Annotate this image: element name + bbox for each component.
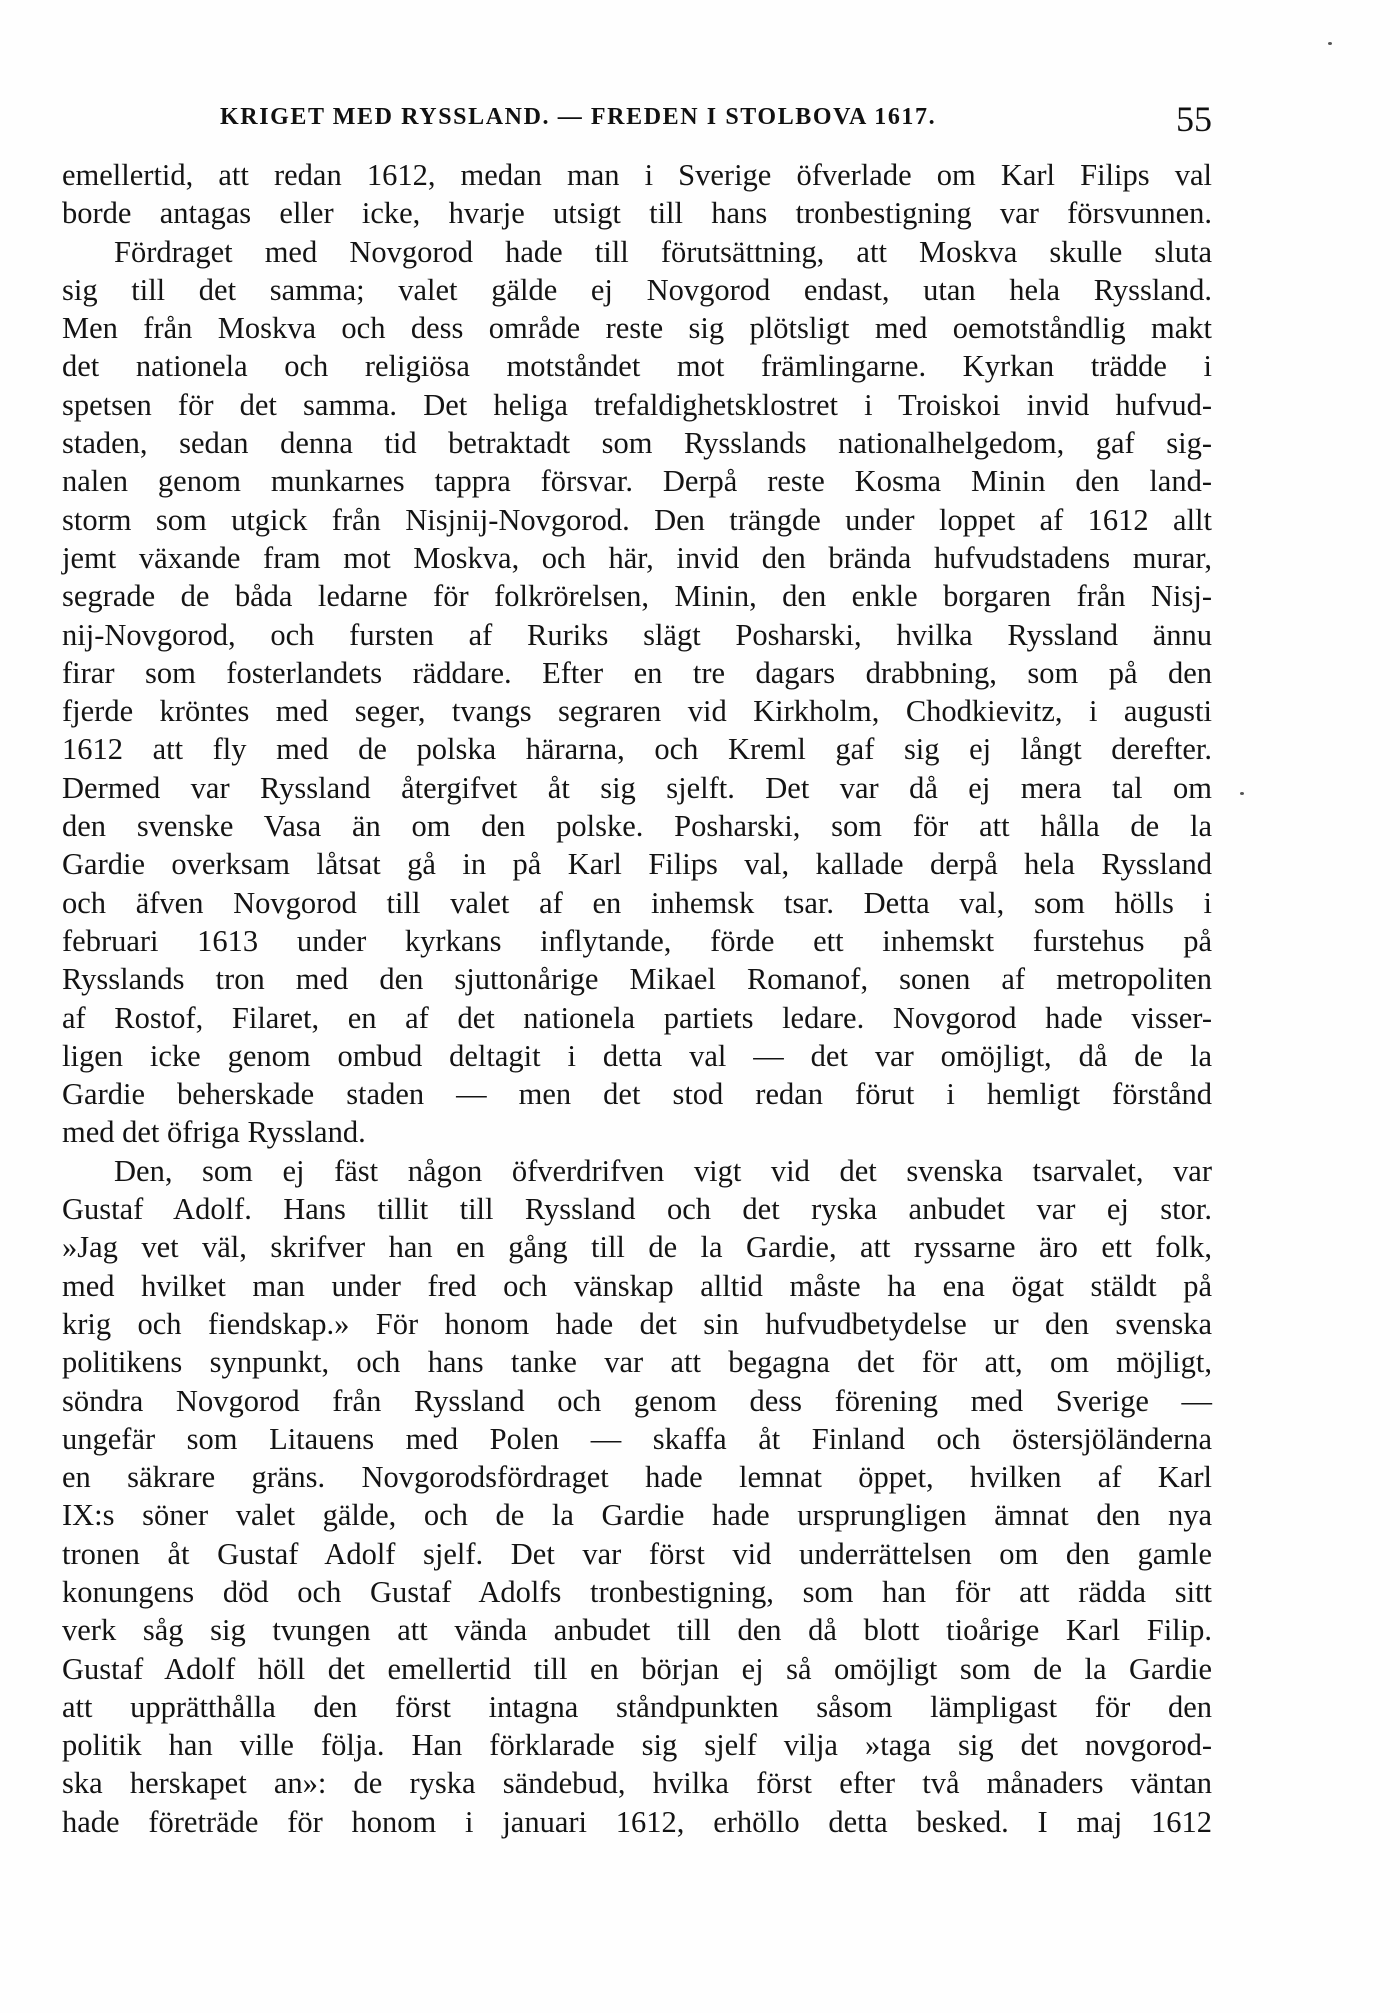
text-line: af Rostof, Filaret, en af det nationela partiets ledare. Novgorod hade visser- [62, 1000, 1212, 1035]
text-line: jemt växande fram mot Moskva, och här, invid den brända hufvudstadens murar, [62, 540, 1212, 575]
running-title: KRIGET MED RYSSLAND. — FREDEN I STOLBOVA 1617. [220, 104, 937, 130]
text-line: politikens synpunkt, och hans tanke var att begagna det för att, om möjligt, [62, 1345, 1212, 1380]
text-line: firar som fosterlandets räddare. Efter en tre dagars drabbning, som på den [62, 655, 1212, 690]
text-line: den svenske Vasa än om den polske. Posharski, som för att hålla de la [62, 809, 1212, 844]
text-line: Rysslands tron med den sjuttonårige Mikael Romanof, sonen af metropoliten [62, 962, 1212, 997]
text-line: och äfven Novgorod till valet af en inhemsk tsar. Detta val, som hölls i [62, 885, 1212, 920]
text-line: sig till det samma; valet gälde ej Novgorod endast, utan hela Ryssland. [62, 272, 1212, 307]
text-line: med hvilket man under fred och vänskap alltid måste ha ena ögat stäldt på [62, 1268, 1212, 1303]
body-text [62, 156, 1212, 1841]
text-line: Men från Moskva och dess område reste sig plötsligt med oemotståndlig makt [62, 311, 1212, 346]
text-line: Gustaf Adolf höll det emellertid till en början ej så omöjligt som de la Gardie [62, 1651, 1212, 1686]
text-line: nalen genom munkarnes tappra försvar. Derpå reste Kosma Minin den land- [62, 464, 1212, 499]
text-line: borde antagas eller icke, hvarje utsigt till hans tronbestigning var försvunnen. [62, 196, 1212, 231]
text-line: ligen icke genom ombud deltagit i detta val — det var omöjligt, då de la [62, 1038, 1212, 1073]
text-line: spetsen för det samma. Det heliga trefaldighetsklostret i Troiskoi invid hufvud- [62, 387, 1212, 422]
text-line: Gardie beherskade staden — men det stod redan förut i hemligt förstånd [62, 1077, 1212, 1112]
text-line: Fördraget med Novgorod hade till förutsättning, att Moskva skulle sluta [114, 234, 1212, 269]
print-speck [1240, 792, 1244, 795]
text-line: med det öfriga Ryssland. [62, 1115, 366, 1150]
text-line: hade företräde för honom i januari 1612, erhöllo detta besked. I maj 1612 [62, 1804, 1212, 1839]
text-line: 1612 att fly med de polska härarna, och Kreml gaf sig ej långt derefter. [62, 732, 1212, 767]
text-line: krig och fiendskap.» För honom hade det sin hufvudbetydelse ur den svenska [62, 1306, 1212, 1341]
text-line: segrade de båda ledarne för folkrörelsen, Minin, den enkle borgaren från Nisj- [62, 579, 1212, 614]
text-line: det nationela och religiösa motståndet mot främlingarne. Kyrkan trädde i [62, 349, 1212, 384]
text-line: staden, sedan denna tid betraktadt som Rysslands nationalhelgedom, gaf sig- [62, 426, 1212, 461]
text-line: Dermed var Ryssland återgifvet åt sig sjelft. Det var då ej mera tal om [62, 770, 1212, 805]
text-line: Den, som ej fäst någon öfverdrifven vigt vid det svenska tsarvalet, var [114, 1153, 1212, 1188]
text-line: storm som utgick från Nisjnij-Novgorod. Den trängde under loppet af 1612 allt [62, 502, 1212, 537]
text-line: ungefär som Litauens med Polen — skaffa åt Finland och östersjöländerna [62, 1421, 1212, 1456]
text-line: tronen åt Gustaf Adolf sjelf. Det var först vid underrättelsen om den gamle [62, 1536, 1212, 1571]
text-line: IX:s söner valet gälde, och de la Gardie hade ursprungligen ämnat den nya [62, 1498, 1212, 1533]
text-line: söndra Novgorod från Ryssland och genom dess förening med Sverige — [62, 1383, 1212, 1418]
page-header [200, 98, 1212, 138]
text-line: fjerde kröntes med seger, tvangs segraren vid Kirkholm, Chodkievitz, i augusti [62, 694, 1212, 729]
text-line: emellertid, att redan 1612, medan man i Sverige öfverlade om Karl Filips val [62, 158, 1212, 192]
text-line: februari 1613 under kyrkans inflytande, förde ett inhemskt furstehus på [62, 923, 1212, 958]
text-line: ska herskapet an»: de ryska sändebud, hvilka först efter två månaders väntan [62, 1766, 1212, 1801]
text-line: konungens död och Gustaf Adolfs tronbestigning, som han för att rädda sitt [62, 1574, 1212, 1609]
text-line: politik han ville följa. Han förklarade sig sjelf vilja »taga sig det novgorod- [62, 1728, 1212, 1763]
text-line: att upprätthålla den först intagna ståndpunkten såsom lämpligast för den [62, 1689, 1212, 1724]
text-line: en säkrare gräns. Novgorodsfördraget hade lemnat öppet, hvilken af Karl [62, 1460, 1212, 1495]
text-line: »Jag vet väl, skrifver han en gång till de la Gardie, att ryssarne äro ett folk, [62, 1230, 1212, 1265]
page-number: 55 [1176, 99, 1212, 139]
text-line: nij-Novgorod, och fursten af Ruriks slägt Posharski, hvilka Ryssland ännu [62, 617, 1212, 652]
text-line: verk såg sig tvungen att vända anbudet till den då blott tioårige Karl Filip. [62, 1613, 1212, 1648]
text-line: Gustaf Adolf. Hans tillit till Ryssland och det ryska anbudet var ej stor. [62, 1192, 1212, 1227]
print-speck [1328, 42, 1332, 45]
text-line: Gardie overksam låtsat gå in på Karl Filips val, kallade derpå hela Ryssland [62, 847, 1212, 882]
